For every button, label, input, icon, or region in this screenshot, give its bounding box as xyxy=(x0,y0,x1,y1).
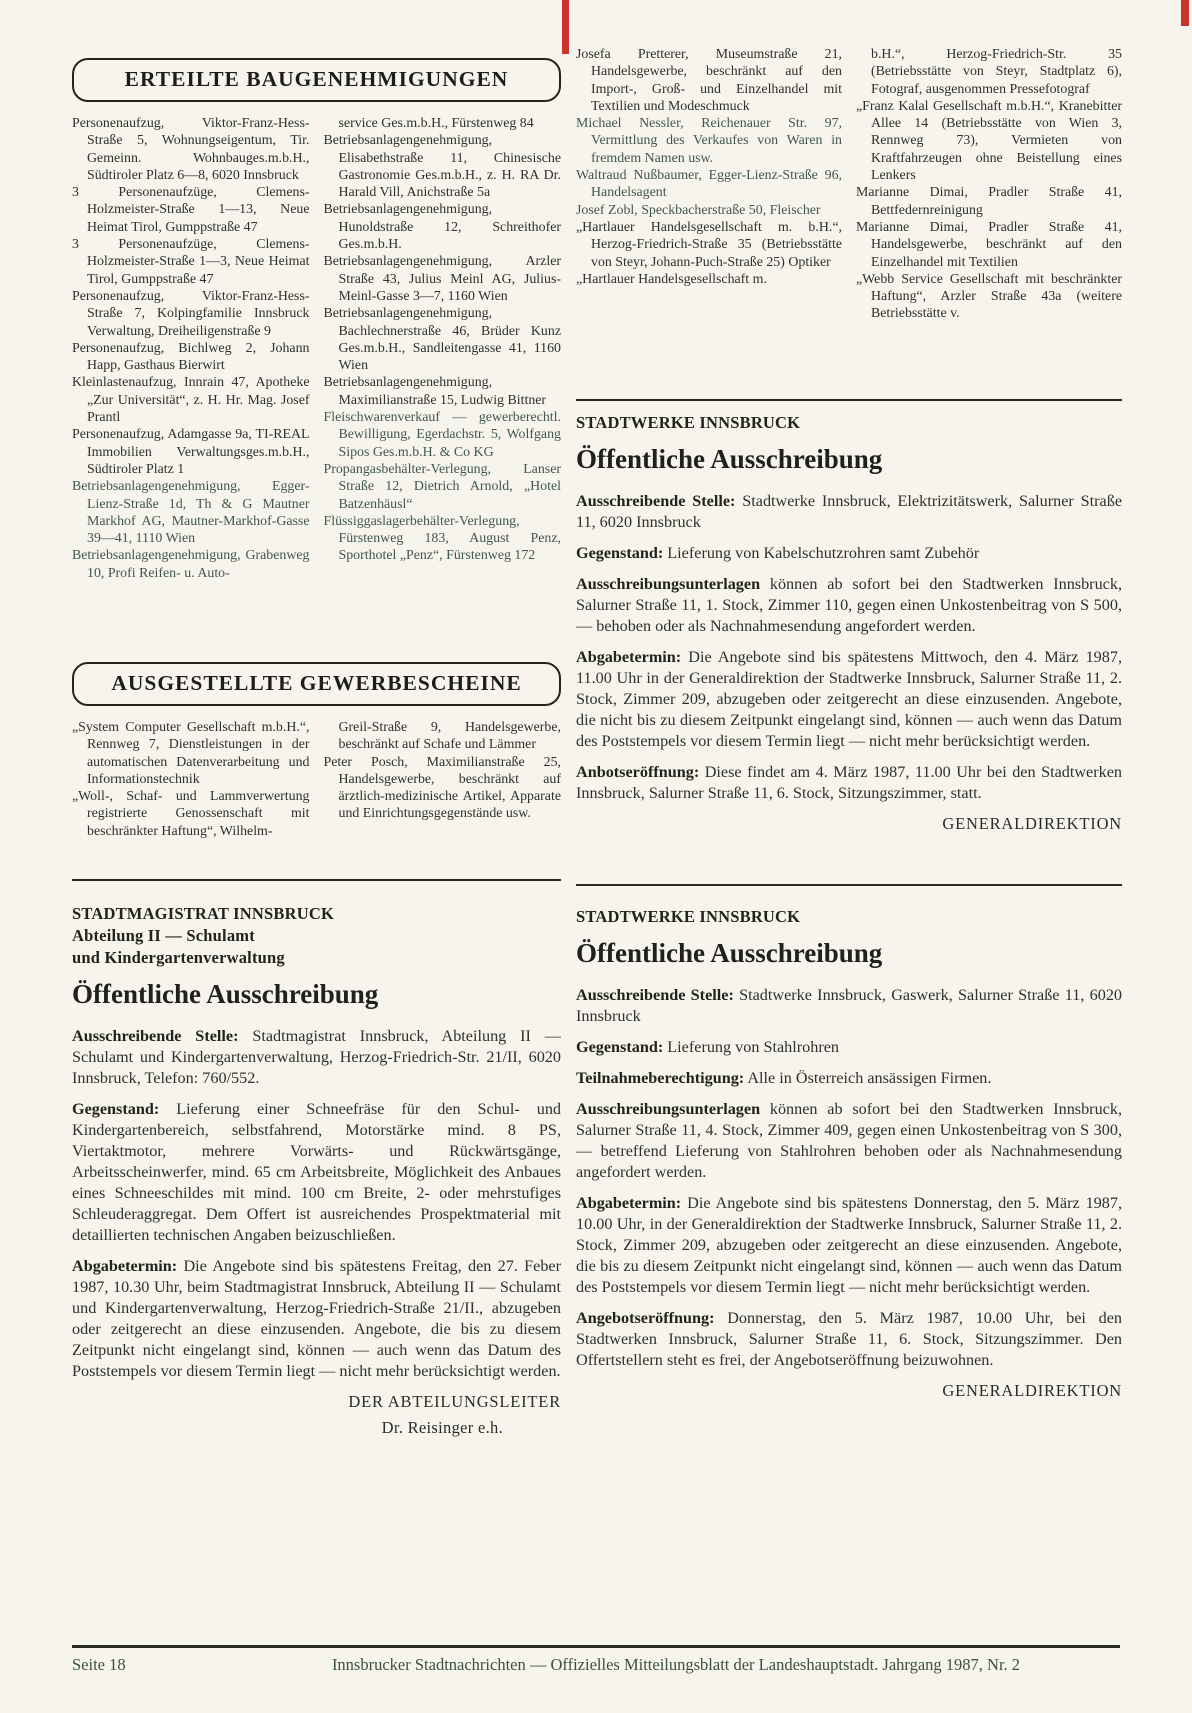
list-item: Marianne Dimai, Pradler Straße 41, Bettfedernreinigung xyxy=(856,185,1122,218)
section-title: AUSGESTELLTE GEWERBESCHEINE xyxy=(111,671,522,695)
divider-rule xyxy=(72,879,561,881)
page-footer xyxy=(72,1654,1120,1675)
list-item: Fleischwarenverkauf — gewerberechtl. Bewilligung, Egerdachstr. 5, Wolfgang Sipos Ges.m.b.H. & Co KG xyxy=(323,410,561,460)
section-stadtwerke-ausschreibung-1 xyxy=(576,412,1122,834)
divider-rule xyxy=(576,884,1122,886)
section-gewerbescheine-continued xyxy=(576,46,1122,396)
paragraph-text: Lieferung von Kabelschutzrohren samt Zubehör xyxy=(667,544,980,562)
paragraph-lead: Ausschreibende Stelle: xyxy=(576,492,736,510)
baugenehmigungen-list xyxy=(72,115,561,582)
paragraph xyxy=(576,647,1122,752)
list-item: Betriebsanlagengenehmigung, Bachlechnerstraße 46, Brüder Kunz Ges.m.b.H., Sandleitengasse 41, 1160 Wien xyxy=(323,306,561,374)
list-item: 3 Personenaufzüge, Clemens-Holzmeister-Straße 1—3, Neue Heimat Tirol, Gumppstraße 47 xyxy=(72,237,310,287)
column-2 xyxy=(856,46,1122,323)
list-item: Personenaufzug, Viktor-Franz-Hess-Straße 7, Kolpingfamilie Innsbruck Verwaltung, Dreiheiligenstraße 9 xyxy=(72,288,310,339)
list-item: Kleinlastenaufzug, Innrain 47, Apotheke „Zur Universität“, z. H. Hr. Mag. Josef Prantl xyxy=(72,375,310,426)
paragraph xyxy=(576,574,1122,637)
paragraph-lead: Abgabetermin: xyxy=(72,1257,178,1275)
section-baugenehmigungen xyxy=(72,58,561,658)
paragraph-text: Lieferung von Stahlrohren xyxy=(667,1038,840,1056)
paragraph-lead: Gegenstand: xyxy=(576,544,664,562)
paragraph-lead: Ausschreibende Stelle: xyxy=(576,986,734,1004)
footer-rule xyxy=(72,1645,1120,1648)
paragraph-text: Alle in Österreich ansässigen Firmen. xyxy=(747,1069,992,1087)
signature-line: DER ABTEILUNGSLEITER xyxy=(348,1392,561,1411)
paragraph-text: können ab sofort bei den Stadtwerken Innsbruck, Salurner Straße 11, 4. Stock, Zimmer 409, gegen einen Unkostenbeitrag von S 300,— betreffend Lieferung von Stahlrohren behoben oder als Nachnahmesendung angefordert werden. xyxy=(576,1100,1122,1181)
paragraph-text: Stadtmagistrat Innsbruck, Abteilung II — Schulamt und Kindergartenverwaltung, Herzog-Friedrich-Str. 21/II, 6020 Innsbruck, Telefon: 760/552. xyxy=(72,1027,561,1087)
column-1 xyxy=(72,115,310,582)
list-item: „System Computer Gesellschaft m.b.H.“, Rennweg 7, Dienstleistungen in der automatischen Datenverarbeitung und Informationstechnik xyxy=(72,720,310,787)
list-item: service Ges.m.b.H., Fürstenweg 84 xyxy=(338,116,534,131)
list-item: Propangasbehälter-Verlegung, Lanser Straße 12, Dietrich Arnold, „Hotel Batzenhäusl“ xyxy=(323,461,561,512)
red-press-mark xyxy=(562,0,569,54)
paragraph-lead: Gegenstand: xyxy=(576,1038,664,1056)
list-item: Betriebsanlagengenehmigung, Hunoldstraße 12, Schreithofer Ges.m.b.H. xyxy=(323,202,561,253)
list-item: Michael Nessler, Reichenauer Str. 97, Vermittlung des Verkaufes von Waren in fremdem Namen usw. xyxy=(576,116,842,166)
org-name-line-2: Abteilung II — Schulamt xyxy=(72,926,255,945)
paragraph xyxy=(72,1256,561,1382)
gewerbescheine-list xyxy=(72,719,561,840)
paragraph-text: Donnerstag, den 5. März 1987, 10.00 Uhr, bei den Stadtwerken Innsbruck, Salurner Straße 11, 6. Stock, Sitzungszimmer. Den Offertstellern steht es frei, der Angebotseröffnung beizuwohnen. xyxy=(576,1309,1122,1369)
paragraph xyxy=(576,1308,1122,1371)
section-stadtwerke-ausschreibung-2 xyxy=(576,906,1122,1401)
paragraph-lead: Ausschreibungsunterlagen xyxy=(576,1100,761,1118)
org-name: STADTWERKE INNSBRUCK xyxy=(576,413,801,432)
org-name-line-1: STADTMAGISTRAT INNSBRUCK xyxy=(72,904,334,923)
list-item: „Woll-, Schaf- und Lammverwertung registrierte Genossenschaft mit beschränkter Haftung“, Wilhelm- xyxy=(72,789,310,839)
list-item: Josefa Pretterer, Museumstraße 21, Handelsgewerbe, beschränkt auf den Import-, Groß- und Einzelhandel mit Textilien und Modeschmuck xyxy=(576,47,842,114)
paragraph xyxy=(576,1068,1122,1089)
paragraph-text: Die Angebote sind bis spätestens Mittwoch, den 4. März 1987, 11.00 Uhr in der Generaldirektion der Stadtwerke Innsbruck, Salurner Straße 11, 2. Stock, Zimmer 209, abzugeben oder zeitgerecht an diese einzusenden. Angebote, die nicht bis zu diesem Zeitpunkt eingelangt sind, können — auch wenn das Datum des Poststempels vor diesem Termin liegt — nicht mehr berücksichtigt werden. xyxy=(576,648,1122,750)
paragraph xyxy=(72,1026,561,1089)
list-item: „Webb Service Gesellschaft mit beschränkter Haftung“, Arzler Straße 43a (weitere Betriebsstätte v. xyxy=(856,271,1122,322)
divider-rule xyxy=(576,399,1122,401)
column-2 xyxy=(324,115,562,582)
list-item: „Hartlauer Handelsgesellschaft m. xyxy=(576,271,767,287)
list-item: Josef Zobl, Speckbacherstraße 50, Fleischer xyxy=(576,202,821,218)
list-item: „Franz Kalal Gesellschaft m.b.H.“, Kranebitter Allee 14 (Betriebsstätte von Wien 3, Rennweg 73), Vermieten von Kraftfahrzeugen ohne Beistellung eines Lenkers xyxy=(856,98,1122,184)
section-heading: Öffentliche Ausschreibung xyxy=(576,444,883,474)
paragraph xyxy=(576,1193,1122,1298)
paragraph-lead: Teilnahmeberechtigung: xyxy=(576,1069,745,1087)
signature-line: GENERALDIREKTION xyxy=(942,814,1122,833)
list-item: Personenaufzug, Viktor-Franz-Hess-Straße 5, Wohnungseigentum, Tir. Gemeinn. Wohnbauges.m.b.H., Südtiroler Platz 6—8, 6020 Innsbruck xyxy=(72,116,310,183)
org-name-line-3: und Kindergartenverwaltung xyxy=(72,948,285,967)
section-title: ERTEILTE BAUGENEHMIGUNGEN xyxy=(124,67,509,91)
section-gewerbescheine xyxy=(72,662,561,876)
page-number: Seite 18 xyxy=(72,1655,126,1674)
paragraph xyxy=(576,491,1122,533)
red-press-mark xyxy=(1181,0,1189,26)
list-item: „Hartlauer Handelsgesellschaft m. b.H.“, Herzog-Friedrich-Straße 35 (Betriebsstätte von Steyr, Johann-Puch-Straße 25) Optiker xyxy=(576,219,842,270)
paragraph xyxy=(576,1099,1122,1183)
paragraph xyxy=(576,985,1122,1027)
paragraph-text: Stadtwerke Innsbruck, Elektrizitätswerk, Salurner Straße 11, 6020 Innsbruck xyxy=(576,492,1122,531)
list-item: Betriebsanlagengenehmigung, Grabenweg 10, Profi Reifen- u. Auto- xyxy=(72,548,310,581)
paragraph xyxy=(576,543,1122,564)
section-title-box xyxy=(72,662,561,706)
paragraph xyxy=(576,762,1122,804)
paragraph-text: Die Angebote sind bis spätestens Donnerstag, den 5. März 1987, 10.00 Uhr, in der Generaldirektion der Stadtwerke Innsbruck, Salurner Straße 11, 2. Stock, Zimmer 209, abzugeben oder zeitgerecht an diese einzusenden. Angebote, die bis zu diesem Zeitpunkt nicht eingelangt sind, können — auch wenn das Datum des Poststempels vor diesem Termin liegt — nicht mehr berücksichtigt werden. xyxy=(576,1194,1123,1296)
org-name: STADTWERKE INNSBRUCK xyxy=(576,907,801,926)
paragraph-text: Stadtwerke Innsbruck, Gaswerk, Salurner Straße 11, 6020 Innsbruck xyxy=(576,986,1123,1025)
paragraph-text: Diese findet am 4. März 1987, 11.00 Uhr bei den Stadtwerken Innsbruck, Salurner Straße 11, 6. Stock, Sitzungszimmer, statt. xyxy=(576,763,1122,802)
list-item: Peter Posch, Maximilianstraße 25, Handelsgewerbe, beschränkt auf ärztlich-medizinische Artikel, Apparate und Einrichtungsgegenstände usw. xyxy=(323,754,561,822)
paragraph-lead: Gegenstand: xyxy=(72,1100,160,1118)
list-item: Betriebsanlagengenehmigung, Elisabethstraße 11, Chinesische Gastronomie Ges.m.b.H., z. H. RA Dr. Harald Vill, Anichstraße 5a xyxy=(323,133,561,201)
paragraph-lead: Angebotseröffnung: xyxy=(576,1309,715,1327)
list-item: Personenaufzug, Bichlweg 2, Johann Happ, Gasthaus Bierwirt xyxy=(72,340,310,374)
paragraph-lead: Abgabetermin: xyxy=(576,648,682,666)
list-item: Personenaufzug, Adamgasse 9a, TI-REAL Immobilien Verwaltungsges.m.b.H., Südtiroler Platz 1 xyxy=(72,427,310,477)
paragraph-lead: Ausschreibende Stelle: xyxy=(72,1027,239,1045)
paragraph-lead: Ausschreibungsunterlagen xyxy=(576,575,761,593)
gewerbescheine-continued-list xyxy=(576,46,1122,323)
section-title-box xyxy=(72,58,561,102)
list-item: Waltraud Nußbaumer, Egger-Lienz-Straße 96, Handelsagent xyxy=(576,168,842,201)
list-item: Flüssiggaslagerbehälter-Verlegung, Fürstenweg 183, August Penz, Sporthotel „Penz“, Fürstenweg 172 xyxy=(323,513,561,564)
list-item: Marianne Dimai, Pradler Straße 41, Handelsgewerbe, beschränkt auf den Einzelhandel mit Textilien xyxy=(856,219,1122,270)
paragraph-lead: Anbotseröffnung: xyxy=(576,763,700,781)
list-item: 3 Personenaufzüge, Clemens-Holzmeister-Straße 1—13, Neue Heimat Tirol, Gumppstraße 47 xyxy=(72,185,310,235)
paragraph-text: Lieferung einer Schneefräse für den Schul- und Kindergartenbereich, selbstfahrend, Motorstärke mind. 8 PS, Viertaktmotor, mehrere Vorwärts- und Rückwärtsgänge, Arbeitsscheinwerfer, mind. 65 cm Arbeitsbreite, Möglichkeit des Anbaues eines Schneeschildes mit mind. 100 cm Breite, 2- oder mehrstufiges Schleuderaggregat. Dem Offert ist ausreichendes Prospektmaterial mit detaillierten technischen Angaben beizuschließen. xyxy=(72,1100,562,1244)
column-1 xyxy=(72,719,310,840)
paragraph-text: Die Angebote sind bis spätestens Freitag, den 27. Feber 1987, 10.30 Uhr, beim Stadtmagistrat Innsbruck, Abteilung II — Schulamt und Kindergartenverwaltung, Herzog-Friedrich-Straße 21/II., abzugeben oder zeitgerecht an diese einzusenden. Angebote, die bis zu diesem Zeitpunkt nicht eingelangt sind, können — auch wenn das Datum des Poststempels vor diesem Termin liegt — nicht mehr berücksichtigt werden. xyxy=(72,1257,561,1380)
section-heading: Öffentliche Ausschreibung xyxy=(576,938,883,968)
list-item: Betriebsanlagengenehmigung, Arzler Straße 43, Julius Meinl AG, Julius-Meinl-Gasse 3—7, 1160 Wien xyxy=(323,254,561,304)
list-item: Betriebsanlagengenehmigung, Egger-Lienz-Straße 1d, Th & G Mautner Markhof AG, Mautner-Markhof-Gasse 39—41, 1110 Wien xyxy=(72,479,310,547)
signature-line: GENERALDIREKTION xyxy=(942,1381,1122,1400)
list-item: b.H.“, Herzog-Friedrich-Str. 35 (Betriebsstätte von Steyr, Stadtplatz 6), Fotograf, ausgenommen Pressefotograf xyxy=(871,47,1122,97)
list-item: Betriebsanlagengenehmigung, Maximilianstraße 15, Ludwig Bittner xyxy=(323,375,547,408)
section-stadtmagistrat-ausschreibung xyxy=(72,903,561,1438)
paragraph-text: können ab sofort bei den Stadtwerken Innsbruck, Salurner Straße 11, 1. Stock, Zimmer 110, gegen einen Unkostenbeitrag von S 500,— behoben oder als Nachnahmesendung angefordert werden. xyxy=(576,575,1122,635)
section-heading: Öffentliche Ausschreibung xyxy=(72,979,379,1009)
paragraph xyxy=(72,1099,561,1246)
masthead-line: Innsbrucker Stadtnachrichten — Offizielles Mitteilungsblatt der Landeshauptstadt. Jahrgang 1987, Nr. 2 xyxy=(331,1655,1021,1674)
list-item: Greil-Straße 9, Handelsgewerbe, beschränkt auf Schafe und Lämmer xyxy=(338,720,561,753)
paragraph xyxy=(576,1037,1122,1058)
signature-name: Dr. Reisinger e.h. xyxy=(381,1418,503,1437)
paragraph-lead: Abgabetermin: xyxy=(576,1194,682,1212)
column-1 xyxy=(576,46,842,323)
column-2 xyxy=(324,719,562,840)
